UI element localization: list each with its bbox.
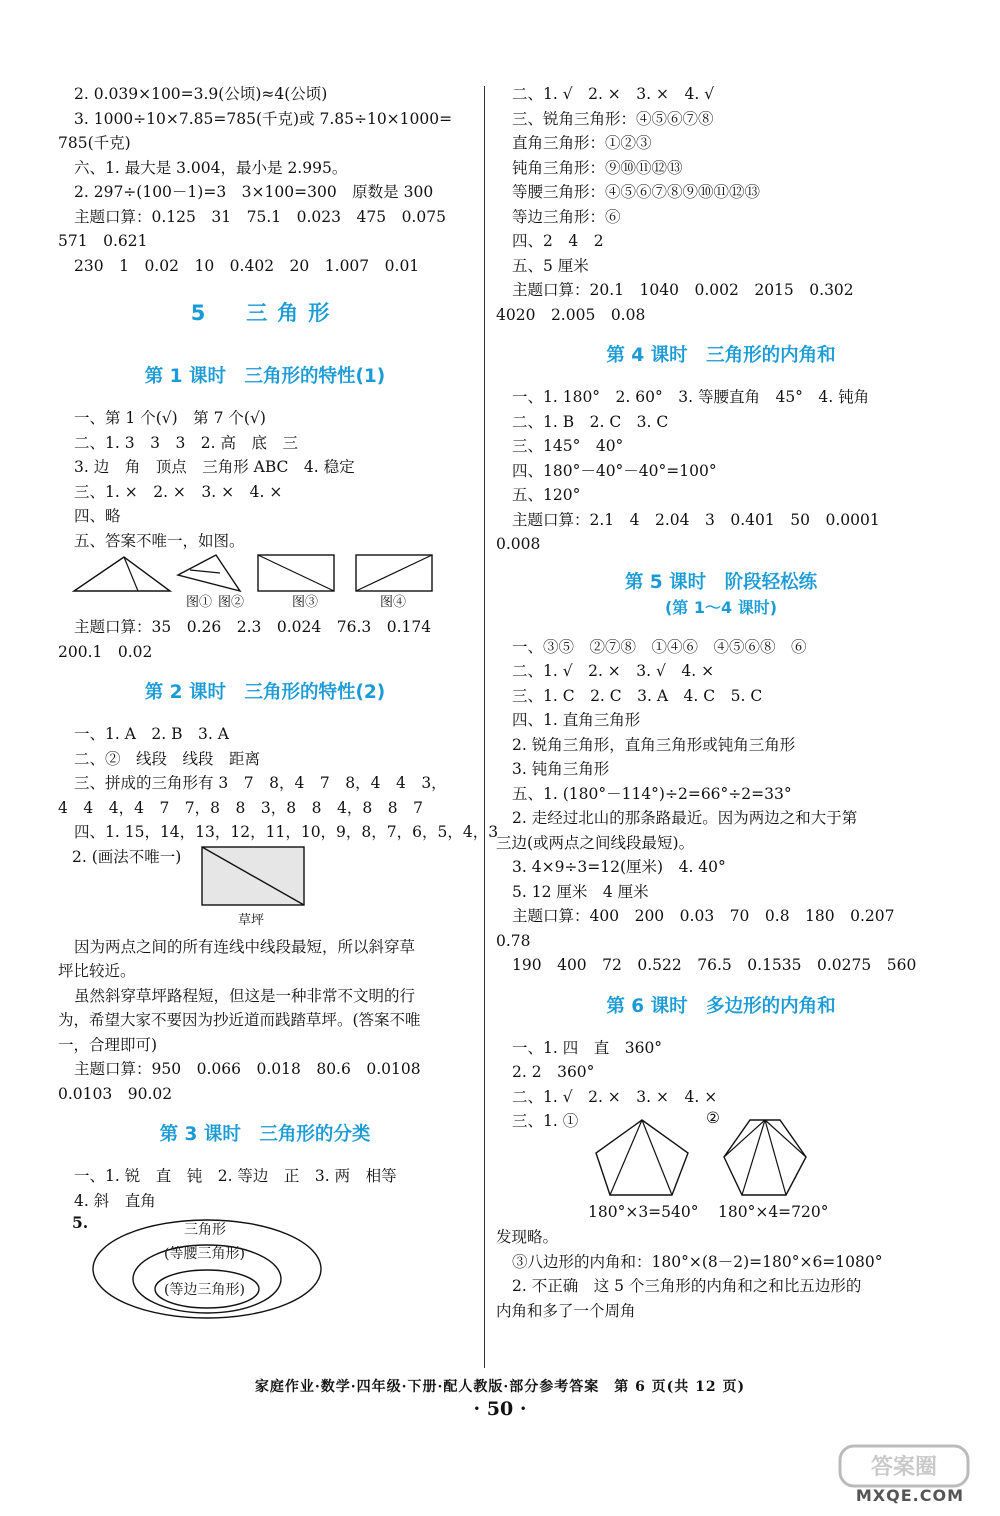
answer-line: 发现略。: [496, 1228, 559, 1246]
answer-line: 虽然斜穿草坪路程短，但这是一种非常不文明的行: [74, 986, 416, 1005]
triangle-figures: [58, 553, 472, 615]
lawn-label: 草坪: [238, 912, 265, 928]
answer-line: 五、120°: [512, 486, 581, 504]
answer-line: 六、1. 最大是 3.004，最小是 2.995。: [74, 158, 348, 177]
answer-line: 2. 锐角三角形，直角三角形或钝角三角形: [512, 735, 796, 754]
answer-line: 二、② 线段 线段 距离: [74, 749, 261, 768]
pentagon-figure: [594, 1117, 690, 1197]
lesson-title: 第 1 课时 三角形的特性(1): [144, 366, 386, 387]
oral-calc-line: 主题口算：950 0.066 0.018 80.6 0.0108: [74, 1060, 421, 1078]
lesson-title: 第 4 课时 三角形的内角和: [606, 345, 836, 366]
figure-1-triangle: [72, 553, 172, 593]
angle-sum: 180°×4=720°: [718, 1203, 829, 1221]
figure-4-rectangle: [354, 553, 434, 593]
answer-line: 直角三角形：①②③: [512, 134, 652, 152]
watermark-text: MXQE.COM: [855, 1486, 964, 1505]
lesson-title: 第 2 课时 三角形的特性(2): [144, 682, 386, 703]
answer-line: 200.1 0.02: [58, 642, 153, 661]
answer-line: ③八边形的内角和：180°×(8－2)=180°×6=1080°: [512, 1252, 883, 1271]
answer-line: 4020 2.005 0.08: [496, 305, 646, 324]
answer-line: 一、1. 180° 2. 60° 3. 等腰直角 45° 4. 钝角: [512, 388, 870, 406]
triangle-classification-diagram: [58, 1213, 472, 1323]
answer-line: 钝角三角形：⑨⑩⑪⑫⑬: [512, 158, 683, 177]
answer-line: 五、5 厘米: [512, 256, 589, 275]
lawn-rectangle: [200, 845, 306, 907]
answer-line: 二、1. B 2. C 3. C: [512, 412, 669, 431]
figure-label: ②: [706, 1109, 720, 1127]
answer-line: 2. 2 360°: [512, 1063, 595, 1081]
figure-label: 图②: [218, 595, 245, 610]
answer-line: 为，希望大家不要因为抄近道而践踏草坪。(答案不唯: [58, 1011, 421, 1029]
answer-line: 一、第 1 个(√) 第 7 个(√): [74, 409, 266, 427]
answer-line: 2. 297÷(100－1)=3 3×100=300 原数是 300: [74, 183, 434, 201]
answer-line: 三、1. × 2. × 3. × 4. ×: [74, 482, 283, 501]
answer-line: 3. 1000÷10×7.85=785(千克)或 7.85÷10×1000=: [74, 109, 453, 128]
figure-label: 图①: [186, 595, 213, 610]
answer-line: 等腰三角形：④⑤⑥⑦⑧⑨⑩⑪⑫⑬: [512, 183, 761, 201]
answer-line: 2. 走经过北山的那条路最近。因为两边之和大于第: [512, 809, 858, 827]
oral-calc-line: 主题口算：20.1 1040 0.002 2015 0.302: [512, 281, 854, 299]
answer-line: 二、1. 3 3 3 2. 高 底 三: [74, 433, 299, 452]
answer-line: 0.008: [496, 535, 541, 553]
polygon-figures: [496, 1109, 946, 1201]
answer-line: 一，合理即可): [58, 1035, 158, 1054]
oral-calc-line: 主题口算：35 0.26 2.3 0.024 76.3 0.174: [74, 618, 432, 636]
answer-line: 2. 不正确 这 5 个三角形的内角和之和比五边形的: [512, 1277, 862, 1295]
hexagon-figure: [722, 1117, 808, 1197]
answer-line: 坪比较近。: [58, 962, 136, 980]
answer-line: 2. 0.039×100=3.9(公顷)≈4(公顷): [74, 85, 328, 103]
answer-line: 5. 12 厘米 4 厘米: [512, 882, 649, 901]
answer-line: 二、1. √ 2. × 3. × 4. ×: [512, 1087, 718, 1106]
answer-line: 三、1. ①: [512, 1112, 579, 1130]
angle-sum: 180°×3=540°: [588, 1203, 699, 1221]
answer-line: 0.0103 90.02: [58, 1084, 173, 1103]
oral-calc-line: 主题口算：400 200 0.03 70 0.8 180 0.207: [512, 907, 895, 925]
answer-line: 4 4 4，4 7 7，8 8 3，8 8 4，8 8 7: [58, 798, 423, 817]
answer-line: 190 400 72 0.522 76.5 0.1535 0.0275 560: [512, 956, 917, 974]
figure-label: 图④: [380, 595, 407, 610]
left-column: [58, 82, 499, 1323]
oral-calc-line: 主题口算：2.1 4 2.04 3 0.401 50 0.0001: [512, 510, 880, 529]
answer-line: 四、180°－40°－40°=100°: [512, 461, 717, 480]
figure-3-rectangle: [256, 553, 336, 593]
answer-line: 四、略: [74, 507, 121, 525]
answer-line: 三、1. C 2. C 3. A 4. C 5. C: [512, 686, 763, 705]
lesson-title: 第 5 课时 阶段轻松练: [624, 571, 818, 593]
figure-label: 图③: [292, 595, 319, 610]
ellipse-label: (等边三角形): [164, 1282, 245, 1298]
answer-line: 三、拼成的三角形有 3 7 8，4 7 8，4 4 3，: [74, 774, 447, 792]
ellipse-label: (等腰三角形): [164, 1246, 245, 1262]
lesson-subtitle: (第 1～4 课时): [664, 597, 778, 617]
answer-line: 一、1. A 2. B 3. A: [74, 725, 229, 743]
answer-line: 三、锐角三角形：④⑤⑥⑦⑧: [512, 109, 714, 128]
answer-line: 230 1 0.02 10 0.402 20 1.007 0.01: [74, 256, 420, 275]
answer-line: 三边(或两点之间线段最短)。: [496, 833, 695, 852]
svg-text:答案圈: 答案圈: [870, 1455, 938, 1480]
answer-line: 二、1. √ 2. × 3. √ 4. ×: [512, 662, 715, 680]
answer-line: 二、1. √ 2. × 3. × 4. √: [512, 85, 715, 103]
answer-line: 3. 4×9÷3=12(厘米) 4. 40°: [512, 858, 726, 876]
answer-line: 三、145° 40°: [512, 437, 624, 455]
answer-line: 571 0.621: [58, 232, 148, 250]
page-number: · 50 ·: [473, 1398, 527, 1420]
page-footer: 家庭作业·数学·四年级·下册·配人教版·部分参考答案 第 6 页(共 12 页): [254, 1379, 746, 1395]
answer-line: 因为两点之间的所有连线中线段最短，所以斜穿草: [74, 937, 416, 956]
answer-line: 一、③⑤ ②⑦⑧ ①④⑥ ④⑤⑥⑧ ⑥: [512, 637, 807, 656]
answer-line: 3. 钝角三角形: [512, 760, 610, 778]
answer-line: 4. 斜 直角: [74, 1191, 156, 1210]
lesson-title: 第 6 课时 多边形的内角和: [606, 995, 836, 1017]
answer-line: 四、1. 直角三角形: [512, 711, 641, 729]
answer-line: 一、1. 锐 直 钝 2. 等边 正 3. 两 相等: [74, 1167, 397, 1185]
lesson-title: 第 3 课时 三角形的分类: [159, 1124, 371, 1145]
question-number: 5.: [72, 1213, 89, 1232]
answer-line: 等边三角形：⑥: [512, 207, 621, 226]
oral-calc-line: 主题口算：0.125 31 75.1 0.023 475 0.075: [74, 207, 446, 226]
figure-2-triangle: [176, 553, 242, 593]
answer-line: 四、2 4 2: [512, 232, 604, 250]
right-column: [496, 82, 946, 1323]
answer-line: 内角和多了一个周角: [496, 1301, 636, 1320]
chapter-title: 5 三角形: [190, 301, 340, 325]
answer-line: 2. (画法不唯一): [72, 847, 182, 866]
answer-line: 785(千克): [58, 134, 131, 152]
answer-line: 五、答案不唯一，如图。: [74, 531, 245, 550]
answer-line: 四、1. 15，14，13，12，11，10，9，8，7，6，5，4，3: [74, 823, 499, 841]
answer-line: 五、1. (180°－114°)÷2=66°÷2=33°: [512, 784, 792, 803]
lawn-figure: [58, 845, 472, 935]
column-divider: [484, 86, 485, 1368]
answer-line: 0.78: [496, 931, 531, 950]
ellipse-label: 三角形: [184, 1222, 226, 1238]
answer-line: 一、1. 四 直 360°: [512, 1038, 663, 1057]
answer-line: 3. 边 角 顶点 三角形 ABC 4. 稳定: [74, 458, 355, 476]
angle-sums: [496, 1201, 946, 1225]
